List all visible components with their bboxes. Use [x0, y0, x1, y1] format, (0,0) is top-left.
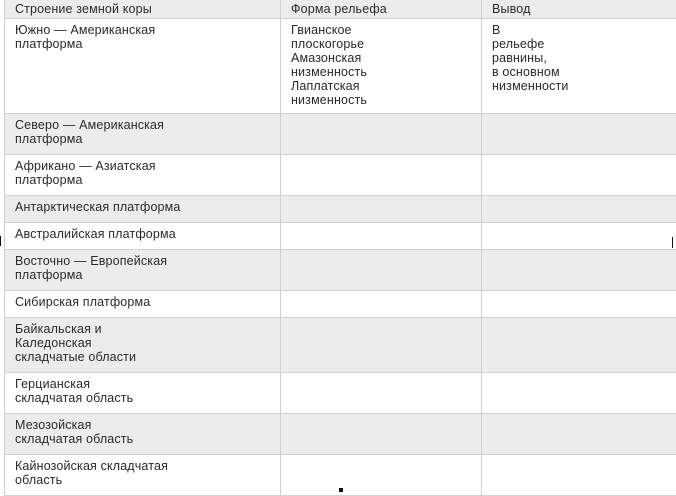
table-row: [5, 223, 676, 250]
table-row: [5, 373, 676, 414]
table-cell: [482, 196, 676, 223]
table-cell: Африкано — Азиатская платформа: [5, 155, 281, 196]
table-cell: [482, 291, 676, 318]
table-cell: Байкальская и Каледонская складчатые области: [5, 318, 281, 373]
table-header-row: [5, 0, 676, 19]
relief-table: [4, 0, 676, 496]
header-relief-form: Форма рельефа: [281, 0, 482, 19]
table-cell: В рельефе равнины, в основном низменности: [482, 19, 676, 114]
table-cell: [482, 114, 676, 155]
table-cell: [281, 250, 482, 291]
table-row: [5, 196, 676, 223]
table-cell: [482, 373, 676, 414]
table-cell: Восточно — Европейская платформа: [5, 250, 281, 291]
scan-mark: [0, 236, 1, 246]
header-conclusion: Вывод: [482, 0, 676, 19]
scan-mark: [339, 488, 343, 492]
table-cell: [281, 414, 482, 455]
table-cell: [482, 414, 676, 455]
table-cell: Антарктическая платформа: [5, 196, 281, 223]
table-cell: Южно — Американская платформа: [5, 19, 281, 114]
table-cell: [482, 155, 676, 196]
table-cell: [482, 250, 676, 291]
table-cell: [482, 318, 676, 373]
table-row: [5, 155, 676, 196]
table-cell: [281, 114, 482, 155]
table-cell: Гвианское плоскогорье Амазонская низменность Лаплатская низменность: [281, 19, 482, 114]
table-row: [5, 414, 676, 455]
table-cell: [281, 373, 482, 414]
table-cell: Австралийская платформа: [5, 223, 281, 250]
table-cell: [281, 455, 482, 496]
header-crust-structure: Строение земной коры: [5, 0, 281, 19]
scan-mark: [672, 237, 673, 248]
table-cell: Сибирская платформа: [5, 291, 281, 318]
table-row: [5, 19, 676, 114]
table-cell: Кайнозойская складчатая область: [5, 455, 281, 496]
table-cell: Мезозойская складчатая область: [5, 414, 281, 455]
table-row: [5, 318, 676, 373]
table-cell: [482, 223, 676, 250]
table-cell: Северо — Американская платформа: [5, 114, 281, 155]
table-cell: [281, 196, 482, 223]
table-row: [5, 250, 676, 291]
table-cell: Герцианская складчатая область: [5, 373, 281, 414]
table-cell: [281, 291, 482, 318]
table-row: [5, 291, 676, 318]
table-cell: [281, 223, 482, 250]
table-cell: [281, 155, 482, 196]
table-row: [5, 114, 676, 155]
table-cell: [482, 455, 676, 496]
table-cell: [281, 318, 482, 373]
